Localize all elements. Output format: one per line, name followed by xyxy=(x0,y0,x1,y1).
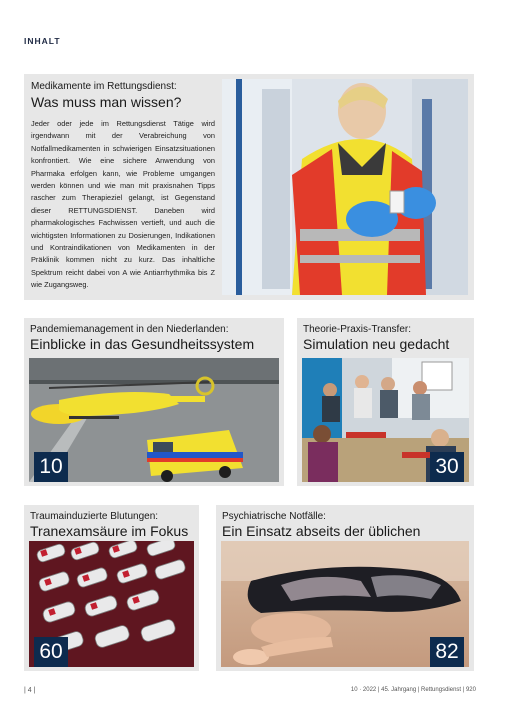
article-headline: Tranexamsäure im Fokus xyxy=(30,523,189,539)
footer-page-number: | 4 | xyxy=(24,687,36,694)
article-card-pandemie[interactable] xyxy=(24,318,284,486)
feature-photo-paramedic xyxy=(222,79,468,295)
feature-body: Jeder oder jede im Rettungsdienst Tätige wird irgendwann mit der Verabreichung von Notfallmedikamenten in schwierigen Einsatzsituationen konfrontiert. Wie eine sichere Anwendung von Pharmaka erfolgen kann, wie Probleme umgangen werden können und wie man mit praxisnahen Tipps rascher zum Therapieziel gelangt, ist Gegenstand dieser RETTUNGSDIENST. Daneben wird pharmakologisches Fachwissen vertieft, und auch die wichtigsten Informationen zu Dosierungen, Indikationen und Kontraindikationen von Medikamenten in der Präklinik kommen nicht zu kurz. Das inhaltliche Spektrum reicht dabei von A wie Antiarrhythmika bis Z wie Zugangsweg. xyxy=(31,119,215,290)
footer-issue-info: 10 · 2022 | 45. Jahrgang | Rettungsdienst | 920 xyxy=(350,687,476,693)
article-kicker: Psychiatrische Notfälle: xyxy=(222,511,326,522)
article-card-simulation[interactable] xyxy=(297,318,474,486)
article-card-psychiatrie[interactable] xyxy=(216,505,474,671)
feature-kicker: Medikamente im Rettungsdienst: xyxy=(31,81,177,92)
article-headline: Simulation neu gedacht xyxy=(303,336,450,352)
article-card-tranexamsaeure[interactable] xyxy=(24,505,199,671)
page-number-badge: 30 xyxy=(430,452,464,482)
feature-card[interactable] xyxy=(24,74,474,300)
article-kicker: Traumainduzierte Blutungen: xyxy=(30,511,159,522)
article-kicker: Theorie-Praxis-Transfer: xyxy=(303,324,411,335)
page-number-badge: 82 xyxy=(430,637,464,667)
feature-headline: Was muss man wissen? xyxy=(31,94,182,110)
article-headline: Ein Einsatz abseits der üblichen xyxy=(222,523,421,539)
page-number-badge: 60 xyxy=(34,637,68,667)
paramedic-illustration xyxy=(222,79,468,295)
article-kicker: Pandemiemanagement in den Niederlanden: xyxy=(30,324,229,335)
article-headline: Einblicke in das Gesundheitssystem xyxy=(30,336,255,352)
page-number-badge: 10 xyxy=(34,452,68,482)
section-label: INHALT xyxy=(24,36,61,46)
